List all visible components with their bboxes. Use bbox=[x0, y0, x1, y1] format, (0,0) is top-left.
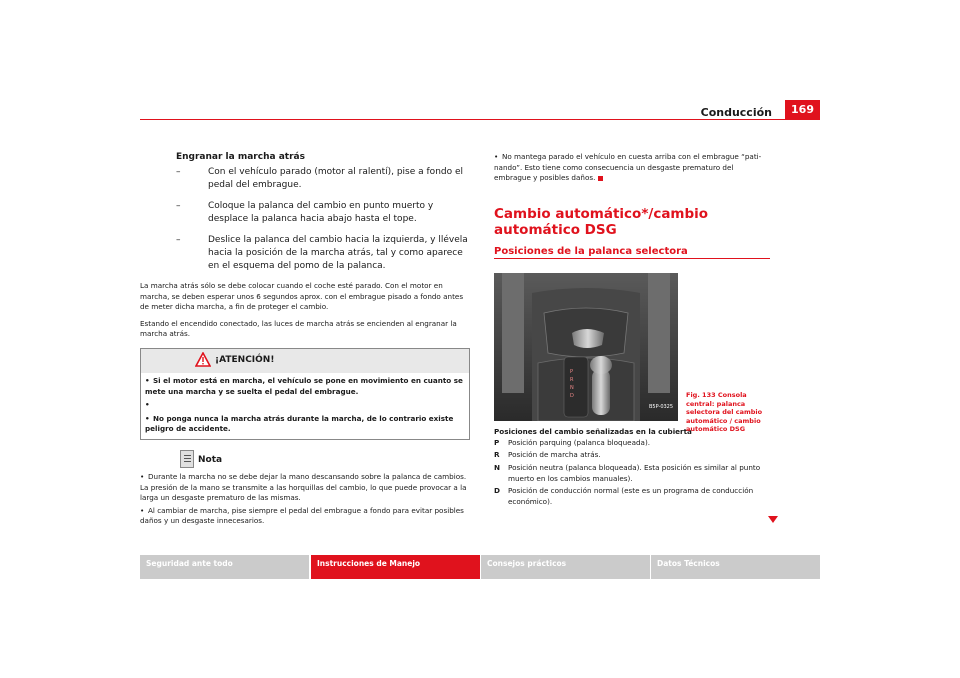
page-number: 169 bbox=[785, 100, 820, 120]
position-key: P bbox=[494, 437, 500, 447]
body-paragraph: Estando el encendido conectado, las luces de marcha atrás se encienden al engranar la marcha atrás. bbox=[140, 318, 457, 339]
warning-header bbox=[141, 349, 469, 373]
figure-code: B5P-0325 bbox=[649, 403, 674, 410]
step-item bbox=[140, 234, 470, 273]
reverse-gear-heading: Engranar la marcha atrás bbox=[176, 152, 305, 162]
footer-tab-practical-tips[interactable]: Consejos prácticos bbox=[481, 555, 650, 579]
position-key: N bbox=[494, 462, 501, 472]
position-key: R bbox=[494, 450, 500, 460]
warning-box bbox=[140, 348, 470, 440]
note-item bbox=[140, 506, 470, 527]
continued-note-text: No mantega parado el vehículo en cuesta arriba con el embrague “pati-nando”. Esto tiene como consecuencia un desgaste prematuro del embrague y posibles daños. bbox=[494, 152, 762, 183]
dash-marker: – bbox=[176, 235, 181, 245]
bullet-marker: • bbox=[140, 505, 145, 515]
section-title: Cambio automático*/cambio automático DSG bbox=[494, 205, 709, 238]
step-item bbox=[140, 166, 470, 192]
bullet-marker: • bbox=[145, 413, 150, 423]
bullet-marker: • bbox=[140, 471, 145, 481]
footer-tab-safety[interactable]: Seguridad ante todo bbox=[140, 555, 309, 579]
header-rule bbox=[140, 119, 820, 120]
warning-triangle-icon bbox=[195, 352, 211, 367]
bullet-marker: • bbox=[145, 400, 150, 410]
step-text: Coloque la palanca del cambio en punto muerto y desplace la palanca hacia abajo hasta el tope. bbox=[208, 201, 434, 224]
dash-marker: – bbox=[176, 167, 181, 177]
next-page-arrow-icon[interactable] bbox=[768, 516, 778, 523]
left-column bbox=[140, 152, 470, 527]
subsection-title: Posiciones de la palanca selectora bbox=[494, 245, 688, 257]
end-of-section-marker bbox=[598, 176, 603, 181]
gear-selector-illustration bbox=[494, 273, 678, 421]
note-text: Al cambiar de marcha, pise siempre el pedal del embrague a fondo para evitar posibles daños y un desgaste innecesarios. bbox=[140, 505, 464, 526]
figure-caption: Fig. 133 Consola central: palanca selectora del cambio automático / cambio automático DSG bbox=[686, 391, 763, 433]
note-title: Nota bbox=[198, 454, 223, 465]
note-icon bbox=[180, 450, 194, 468]
positions-heading: Posiciones del cambio señalizadas en la cubierta bbox=[494, 426, 692, 436]
position-key: D bbox=[494, 486, 500, 496]
warning-text: Si el motor está en marcha, el vehículo se pone en movimiento en cuanto se mete una marcha y se suelta el pedal del embrague. bbox=[145, 375, 463, 396]
svg-text:P: P bbox=[570, 368, 574, 375]
warning-item bbox=[141, 414, 469, 435]
position-text: Posición de conducción normal (este es un programa de conducción económico). bbox=[508, 486, 754, 506]
svg-text:D: D bbox=[570, 392, 574, 399]
position-text: Posición neutra (palanca bloqueada). Esta posición es similar al punto muerto en los cambios manuales). bbox=[508, 462, 761, 483]
note-item bbox=[140, 472, 470, 504]
continued-note bbox=[494, 152, 770, 184]
position-text: Posición parquing (palanca bloqueada). bbox=[508, 437, 651, 447]
position-row bbox=[494, 463, 770, 484]
gear-selector-figure bbox=[494, 273, 678, 421]
footer-tab-operating-instructions[interactable]: Instrucciones de Manejo bbox=[311, 555, 480, 579]
warning-title: ¡ATENCIÓN! bbox=[215, 354, 275, 365]
warning-text: No ponga nunca la marcha atrás durante la marcha, de lo contrario existe peligro de accidente. bbox=[145, 413, 454, 434]
warning-item bbox=[141, 376, 469, 397]
step-text: Con el vehículo parado (motor al ralentí), pise a fondo el pedal del embrague. bbox=[208, 167, 464, 190]
step-item bbox=[140, 200, 470, 226]
step-text: Deslice la palanca del cambio hacia la izquierda, y llévela hacia la posición de la marcha atrás, tal y como aparece en el esquema del pomo de la palanca. bbox=[208, 235, 468, 271]
subsection-rule bbox=[494, 258, 770, 259]
dash-marker: – bbox=[176, 201, 181, 211]
position-row bbox=[494, 438, 770, 449]
svg-text:N: N bbox=[570, 384, 574, 391]
svg-text:R: R bbox=[570, 376, 574, 383]
position-row bbox=[494, 450, 770, 461]
footer-tab-technical-data[interactable]: Datos Técnicos bbox=[651, 555, 820, 579]
position-text: Posición de marcha atrás. bbox=[508, 450, 601, 460]
page-header-title: Conducción bbox=[700, 106, 772, 119]
position-row bbox=[494, 486, 770, 507]
right-column bbox=[494, 152, 770, 507]
body-paragraph: La marcha atrás sólo se debe colocar cuando el coche esté parado. Con el motor en marcha, se deben esperar unos 6 segundos aprox. con el embrague pisado a fondo antes de meter dicha marcha, a fin de proteger el cambio. bbox=[140, 281, 464, 312]
bullet-marker: • bbox=[145, 375, 150, 385]
note-header bbox=[140, 450, 470, 470]
note-text: Durante la marcha no se debe dejar la mano descansando sobre la palanca de cambios. La presión de la mano se transmite a las horquillas del cambio, lo que puede provocar a la larga un desgaste prematuro de las mismas. bbox=[140, 471, 467, 503]
warning-item bbox=[141, 400, 469, 411]
bullet-marker: • bbox=[494, 152, 499, 161]
